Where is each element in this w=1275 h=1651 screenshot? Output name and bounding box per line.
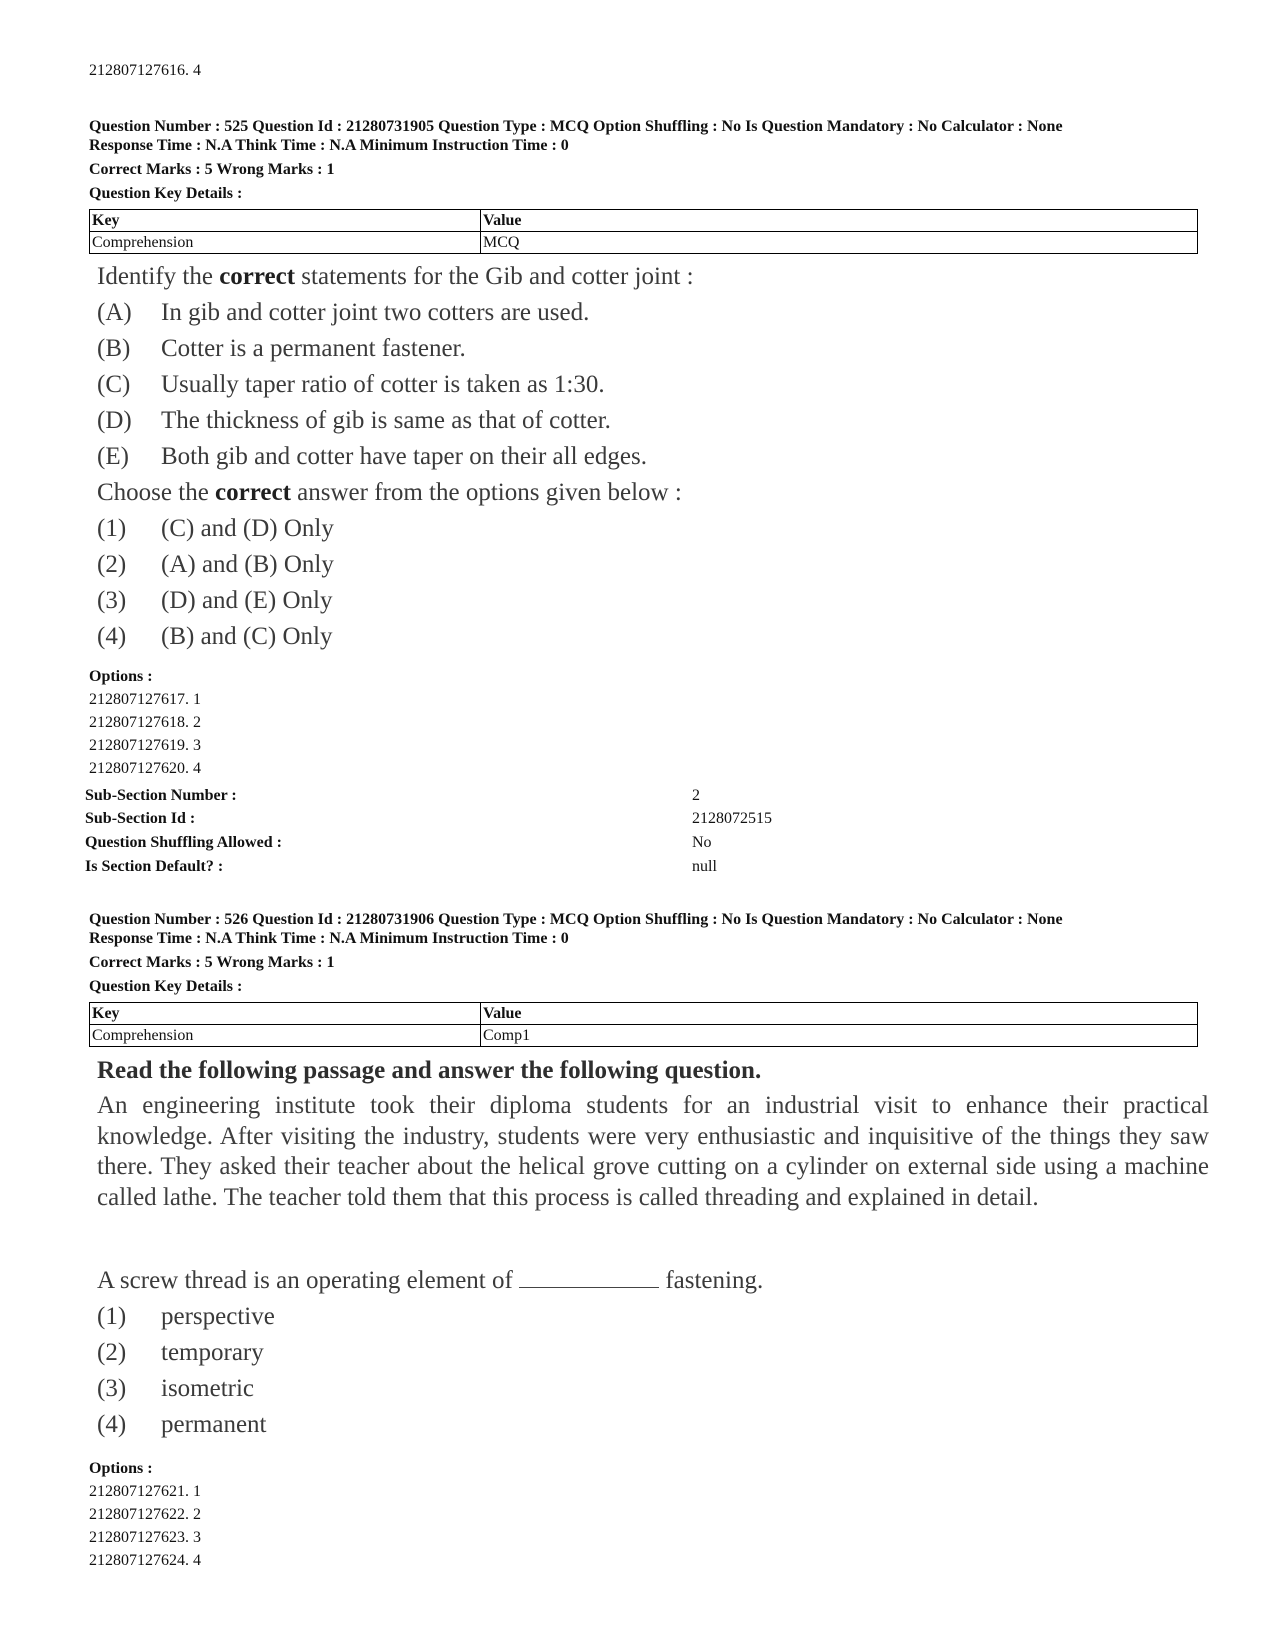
key-cell: Comprehension bbox=[90, 232, 481, 254]
question-body bbox=[97, 1266, 763, 1440]
question-meta-line2: Response Time : N.A Think Time : N.A Minimum Instruction Time : 0 bbox=[89, 930, 569, 947]
question-marks: Correct Marks : 5 Wrong Marks : 1 bbox=[89, 954, 335, 971]
options-label: Options : bbox=[89, 1460, 153, 1477]
option-id: 212807127624. 4 bbox=[89, 1552, 201, 1569]
subsection-number-label: Sub-Section Number : bbox=[85, 787, 237, 804]
option-id: 212807127622. 2 bbox=[89, 1506, 201, 1523]
question-meta-line1: Question Number : 525 Question Id : 21280731905 Question Type : MCQ Option Shuffling : No Is Question Mandatory : No Calculator : None bbox=[89, 118, 1063, 135]
choose-instruction: Choose the correct answer from the options given below : bbox=[97, 479, 682, 506]
answer-choice-2: (2) (A) and (B) Only bbox=[97, 551, 334, 578]
option-id: 212807127621. 1 bbox=[89, 1483, 201, 1500]
statement-b: (B) Cotter is a permanent fastener. bbox=[97, 335, 466, 362]
question-key-table bbox=[89, 209, 1198, 254]
question-key-table bbox=[89, 1002, 1198, 1047]
value-cell: MCQ bbox=[481, 232, 1198, 254]
passage-heading: Read the following passage and answer the following question. bbox=[97, 1057, 762, 1084]
question-body bbox=[97, 262, 694, 652]
question-meta-line1: Question Number : 526 Question Id : 21280731906 Question Type : MCQ Option Shuffling : No Is Question Mandatory : No Calculator : None bbox=[89, 911, 1063, 928]
option-id: 212807127617. 1 bbox=[89, 691, 201, 708]
key-header: Key bbox=[90, 1003, 481, 1025]
question-shuffling-value: No bbox=[692, 834, 712, 851]
question-key-details-label: Question Key Details : bbox=[89, 978, 243, 995]
key-header: Key bbox=[90, 210, 481, 232]
subsection-id-label: Sub-Section Id : bbox=[85, 810, 196, 827]
option-id: 212807127620. 4 bbox=[89, 760, 201, 777]
answer-choice-1: (1) perspective bbox=[97, 1303, 275, 1330]
section-default-label: Is Section Default? : bbox=[85, 858, 224, 875]
answer-choice-3: (3) isometric bbox=[97, 1375, 255, 1402]
answer-choice-4: (4) (B) and (C) Only bbox=[97, 623, 333, 650]
statement-a: (A) In gib and cotter joint two cotters are used. bbox=[97, 299, 590, 326]
question-meta-line2: Response Time : N.A Think Time : N.A Minimum Instruction Time : 0 bbox=[89, 137, 569, 154]
statement-d: (D) The thickness of gib is same as that of cotter. bbox=[97, 407, 611, 434]
value-header: Value bbox=[481, 210, 1198, 232]
answer-choice-1: (1) (C) and (D) Only bbox=[97, 515, 334, 542]
question-stem: A screw thread is an operating element of fastening. bbox=[97, 1267, 764, 1294]
question-marks: Correct Marks : 5 Wrong Marks : 1 bbox=[89, 161, 335, 178]
question-key-details-label: Question Key Details : bbox=[89, 185, 243, 202]
value-cell: Comp1 bbox=[481, 1025, 1198, 1047]
answer-choice-3: (3) (D) and (E) Only bbox=[97, 587, 333, 614]
question-stem: Identify the correct statements for the Gib and cotter joint : bbox=[97, 263, 694, 290]
subsection-number-value: 2 bbox=[692, 787, 700, 804]
subsection-id-value: 2128072515 bbox=[692, 810, 772, 827]
previous-option-id: 212807127616. 4 bbox=[89, 62, 201, 79]
option-id: 212807127618. 2 bbox=[89, 714, 201, 731]
passage-text: An engineering institute took their diploma students for an industrial visit to enhance their practical knowledge. After visiting the industry, students were very enthusiastic and inquisitive of the things they saw there. They asked their teacher about the helical grove cutting on a cylinder on external side using a machine called lathe. The teacher told them that this process is called threading and explained in detail. bbox=[97, 1092, 1209, 1211]
fill-in-blank bbox=[519, 1269, 659, 1288]
question-shuffling-label: Question Shuffling Allowed : bbox=[85, 834, 282, 851]
section-default-value: null bbox=[692, 858, 717, 875]
answer-choice-2: (2) temporary bbox=[97, 1339, 264, 1366]
option-id: 212807127623. 3 bbox=[89, 1529, 201, 1546]
option-id: 212807127619. 3 bbox=[89, 737, 201, 754]
options-label: Options : bbox=[89, 668, 153, 685]
statement-c: (C) Usually taper ratio of cotter is taken as 1:30. bbox=[97, 371, 605, 398]
answer-choice-4: (4) permanent bbox=[97, 1411, 267, 1438]
value-header: Value bbox=[481, 1003, 1198, 1025]
statement-e: (E) Both gib and cotter have taper on their all edges. bbox=[97, 443, 647, 470]
key-cell: Comprehension bbox=[90, 1025, 481, 1047]
